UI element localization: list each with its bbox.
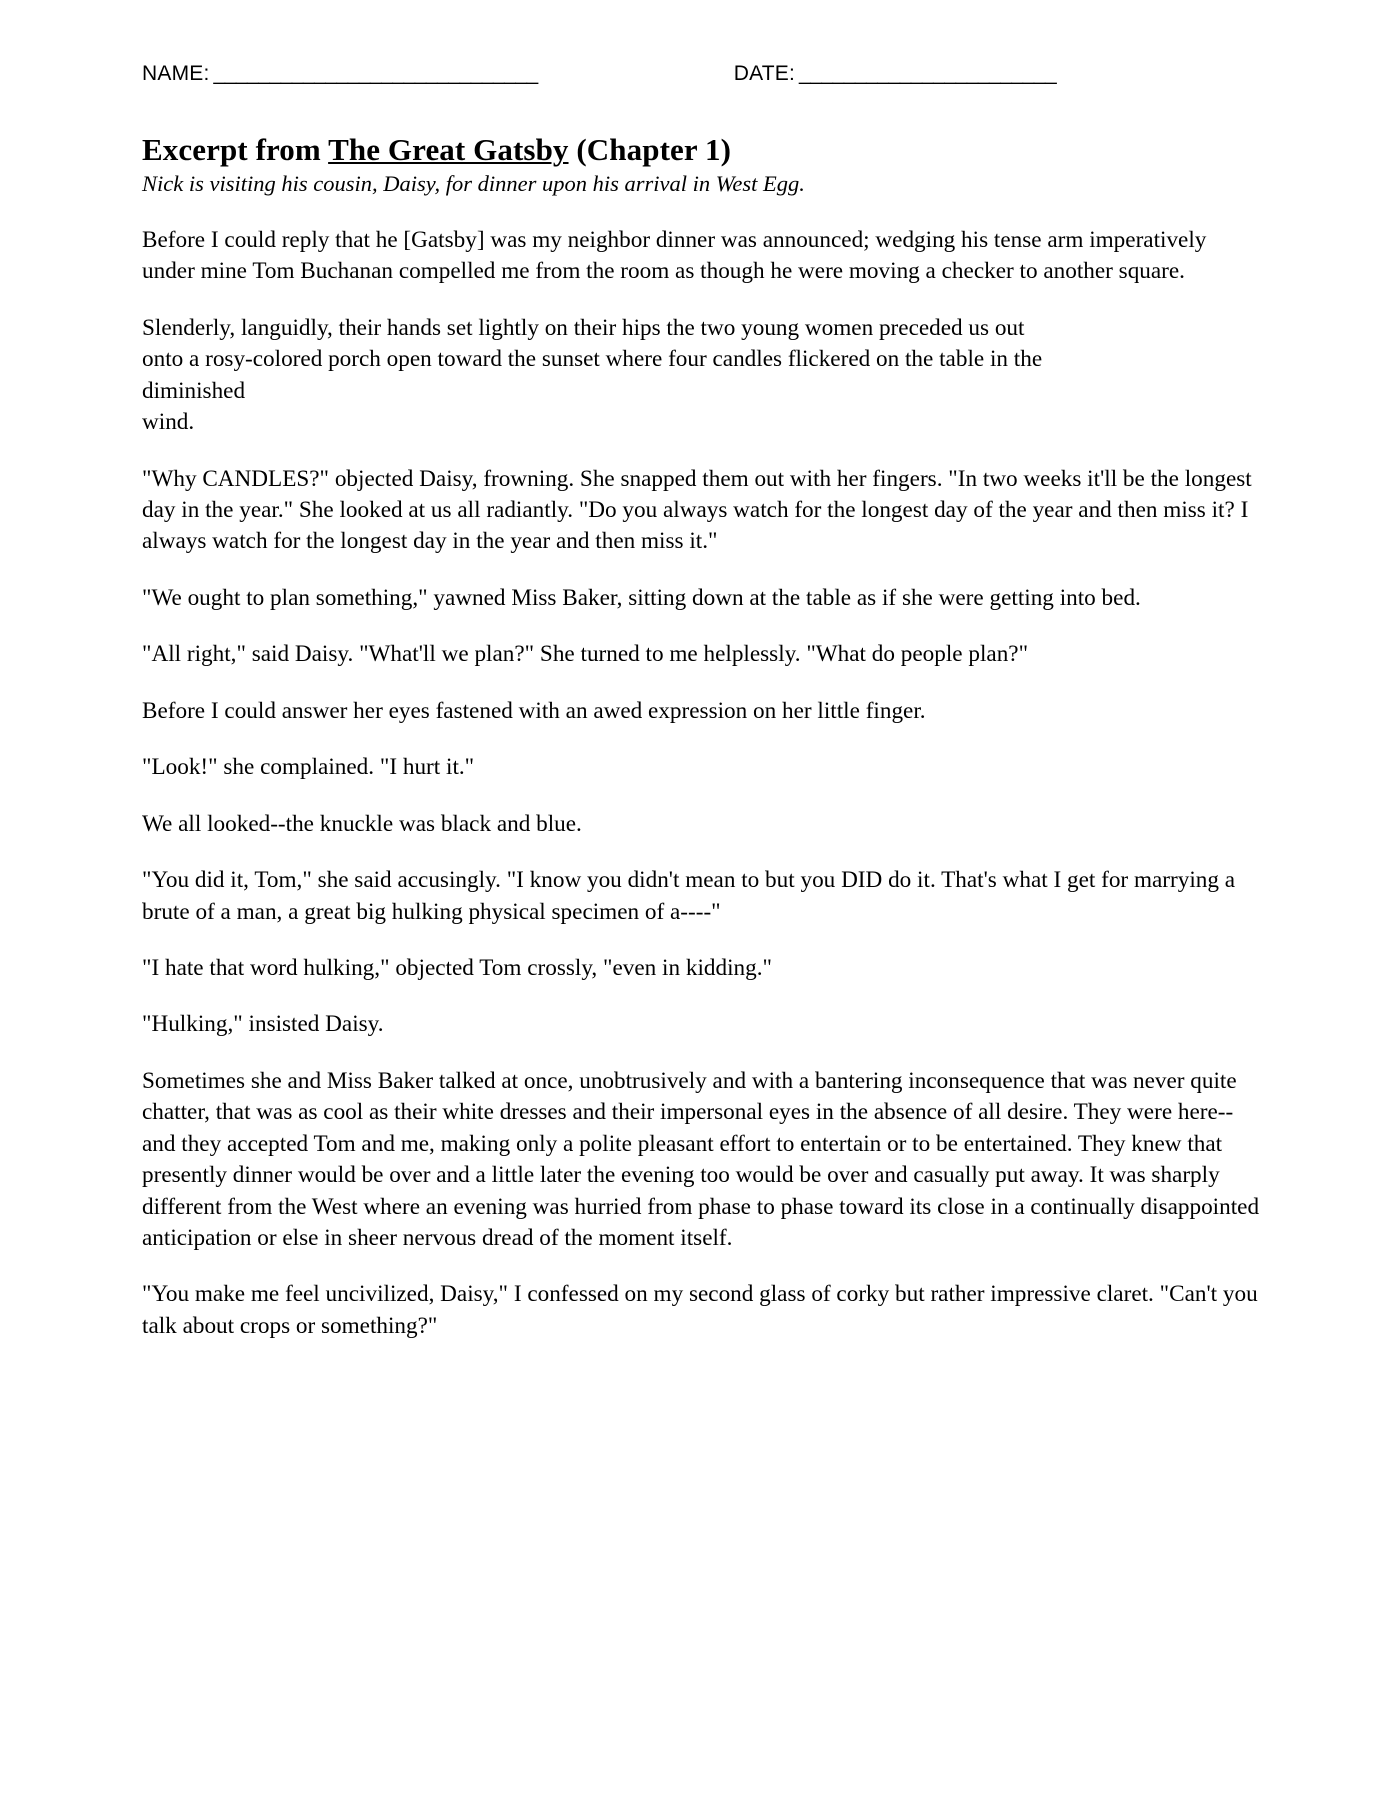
paragraph-1: Before I could reply that he [Gatsby] was my neighbor dinner was announced; wedging his tense arm imperatively under mine Tom Buchanan compelled me from the room as though he were moving a checker to another square.: [142, 226, 1207, 285]
paragraph-13: "You make me feel uncivilized, Daisy," I confessed on my second glass of corky but rather impressive claret. "Can't you talk about crops or something?": [142, 1281, 1258, 1339]
paragraph-8: We all looked--the knuckle was black and blue.: [142, 810, 582, 837]
title-suffix: (Chapter 1): [568, 132, 732, 167]
excerpt-body: [142, 225, 1263, 1342]
paragraph-7: "Look!" she complained. "I hurt it.": [142, 754, 475, 781]
paragraph-2-line-1: Slenderly, languidly, their hands set lightly on their hips the two young women preceded us out: [142, 314, 1025, 341]
page-subtitle: Nick is visiting his cousin, Daisy, for dinner upon his arrival in West Egg.: [142, 170, 805, 196]
date-label: DATE:: [733, 62, 796, 85]
paragraph-2-line-4: wind.: [142, 409, 195, 436]
date-blank-rule[interactable]: _______________________: [799, 62, 1057, 85]
date-field[interactable]: [734, 62, 1056, 86]
paragraph-6: Before I could answer her eyes fastened with an awed expression on her little finger.: [142, 697, 926, 724]
paragraph-12: Sometimes she and Miss Baker talked at once, unobtrusively and with a bantering inconsequence that was never quite chatter, that was as cool as their white dresses and their impersonal eyes in the absence of all desire. They were here--and they accepted Tom and me, making only a polite pleasant effort to entertain or to be entertained. They knew that presently dinner would be over and a little later the evening too would be over and casually put away. It was sharply different from the West where an evening was hurried from phase to phase toward its close in a continually disappointed anticipation or else in sheer nervous dread of the moment itself.: [142, 1067, 1260, 1252]
paragraph-4: "We ought to plan something," yawned Miss Baker, sitting down at the table as if she were getting into bed.: [142, 584, 1141, 611]
paragraph-2: [142, 313, 1263, 439]
paragraph-10: "I hate that word hulking," objected Tom crossly, "even in kidding.": [142, 954, 772, 981]
paragraph-5: "All right," said Daisy. "What'll we plan?" She turned to me helplessly. "What do people plan?": [142, 641, 1029, 668]
paragraph-11: "Hulking," insisted Daisy.: [142, 1011, 384, 1038]
page-title: [142, 132, 1263, 168]
paragraph-2-line-3: diminished: [142, 377, 246, 404]
name-field[interactable]: [142, 62, 538, 86]
paragraph-3: "Why CANDLES?" objected Daisy, frowning. She snapped them out with her fingers. "In two weeks it'll be the longest day in the year." She looked at us all radiantly. "Do you always watch for the longest day of the year and then miss it? I always watch for the longest day in the year and then miss it.": [142, 465, 1252, 555]
paragraph-9: "You did it, Tom," she said accusingly. "I know you didn't mean to but you DID do it. That's what I get for marrying a brute of a man, a great big hulking physical specimen of a----": [142, 867, 1236, 925]
paragraph-2-line-2: onto a rosy-colored porch open toward the sunset where four candles flickered on the table in the: [142, 346, 1043, 373]
title-work-name: The Great Gatsby: [328, 132, 569, 167]
title-prefix: Excerpt from: [142, 132, 329, 167]
student-header-row: [142, 62, 1263, 96]
name-label: NAME:: [142, 62, 210, 85]
name-blank-rule[interactable]: _____________________________: [213, 62, 538, 85]
